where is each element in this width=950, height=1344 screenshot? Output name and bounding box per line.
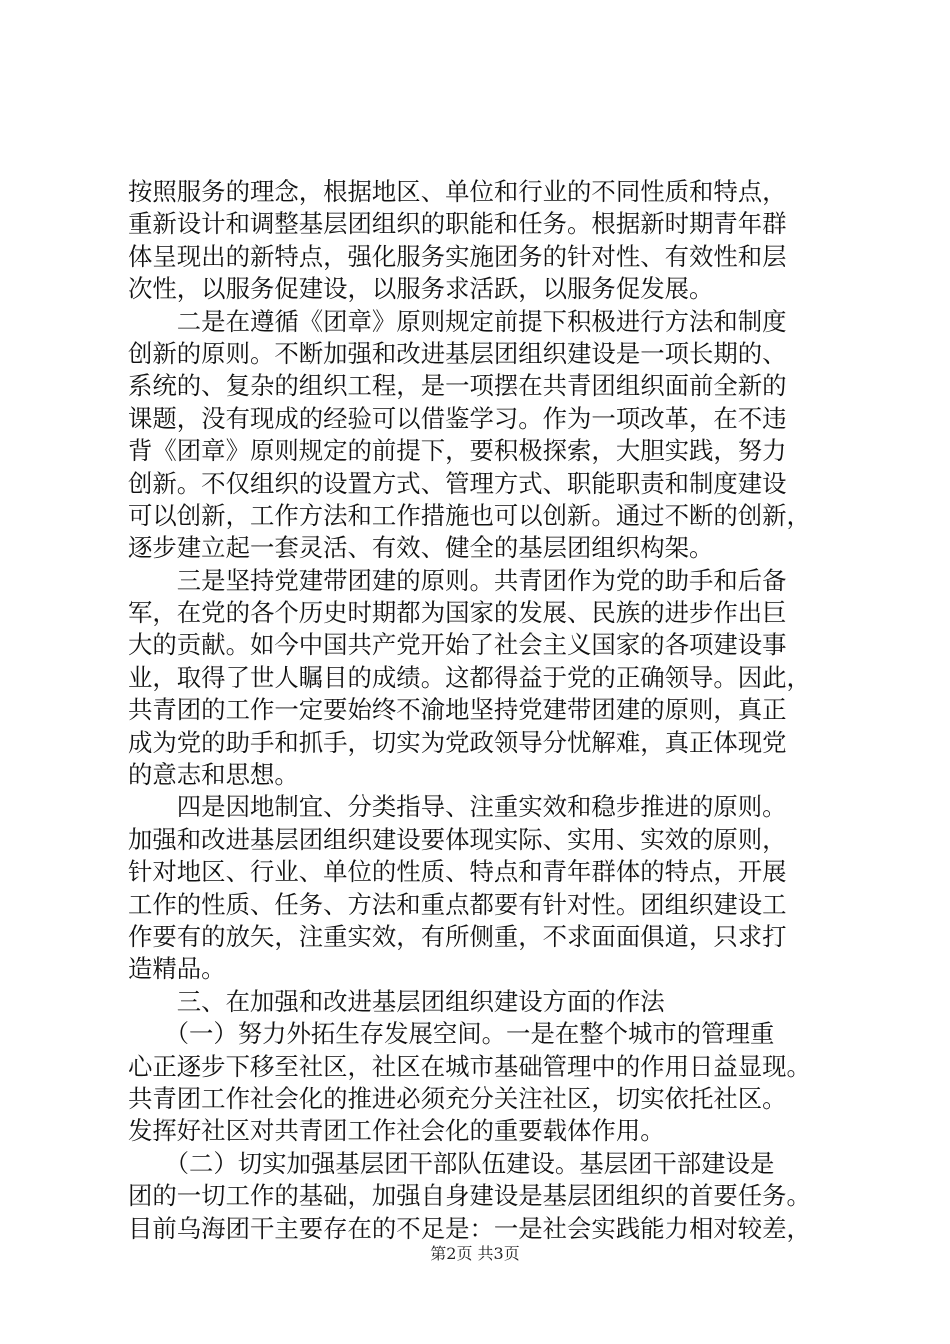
text-line: （一）努力外拓生存发展空间。一是在整个城市的管理重 [128, 1019, 775, 1049]
text-line: 四是因地制宜、分类指导、注重实效和稳步推进的原则。 [128, 792, 787, 822]
text-line: 创新。不仅组织的设置方式、管理方式、职能职责和制度建设 [128, 468, 787, 498]
text-line: 三是坚持党建带团建的原则。共青团作为党的助手和后备 [128, 565, 787, 595]
section-heading: 三、在加强和改进基层团组织建设方面的作法 [128, 986, 665, 1016]
text-line: 按照服务的理念，根据地区、单位和行业的不同性质和特点， [128, 177, 787, 206]
text-line: 大的贡献。如今中国共产党开始了社会主义国家的各项建设事 [128, 630, 787, 660]
text-line: 逐步建立起一套灵活、有效、健全的基层团组织构架。 [128, 533, 714, 563]
text-line: 成为党的助手和抓手，切实为党政领导分忧解难，真正体现党 [128, 727, 787, 757]
text-line: 心正逐步下移至社区，社区在城市基础管理中的作用日益显现。 [128, 1051, 811, 1081]
text-line: 系统的、复杂的组织工程，是一项摆在共青团组织面前全新的 [128, 371, 787, 401]
document-body [128, 176, 828, 1245]
text-line: 目前乌海团干主要存在的不足是：一是社会实践能力相对较差， [128, 1213, 811, 1243]
text-line: 针对地区、行业、单位的性质、特点和青年群体的特点，开展 [128, 857, 787, 887]
text-line: 重新设计和调整基层团组织的职能和任务。根据新时期青年群 [128, 209, 787, 239]
text-line: 发挥好社区对共青团工作社会化的重要载体作用。 [128, 1116, 665, 1146]
text-line: 工作的性质、任务、方法和重点都要有针对性。团组织建设工 [128, 889, 787, 919]
text-line: 体呈现出的新特点，强化服务实施团务的针对性、有效性和层 [128, 241, 787, 271]
text-line: （二）切实加强基层团干部队伍建设。基层团干部建设是 [128, 1148, 775, 1178]
text-line: 作要有的放矢，注重实效，有所侧重，不求面面俱道，只求打 [128, 921, 787, 951]
text-line: 课题，没有现成的经验可以借鉴学习。作为一项改革，在不违 [128, 403, 787, 433]
text-line: 可以创新，工作方法和工作措施也可以创新。通过不断的创新， [128, 500, 811, 530]
text-line: 的意志和思想。 [128, 760, 299, 790]
text-line: 军，在党的各个历史时期都为国家的发展、民族的进步作出巨 [128, 598, 787, 628]
text-line: 次性，以服务促建设，以服务求活跃，以服务促发展。 [128, 274, 714, 304]
text-line: 共青团工作社会化的推进必须充分关注社区，切实依托社区。 [128, 1083, 787, 1113]
text-line: 造精品。 [128, 954, 226, 984]
text-line: 共青团的工作一定要始终不渝地坚持党建带团建的原则，真正 [128, 695, 787, 725]
text-line: 背《团章》原则规定的前提下，要积极探索，大胆实践，努力 [128, 436, 787, 466]
text-line: 加强和改进基层团组织建设要体现实际、实用、实效的原则， [128, 824, 787, 854]
text-line: 业，取得了世人瞩目的成绩。这都得益于党的正确领导。因此， [128, 662, 811, 692]
text-line: 创新的原则。不断加强和改进基层团组织建设是一项长期的、 [128, 338, 787, 368]
text-line: 二是在遵循《团章》原则规定前提下积极进行方法和制度 [128, 306, 787, 336]
page-number-footer: 第2页 共3页 [430, 1244, 520, 1263]
text-line: 团的一切工作的基础，加强自身建设是基层团组织的首要任务。 [128, 1181, 811, 1211]
